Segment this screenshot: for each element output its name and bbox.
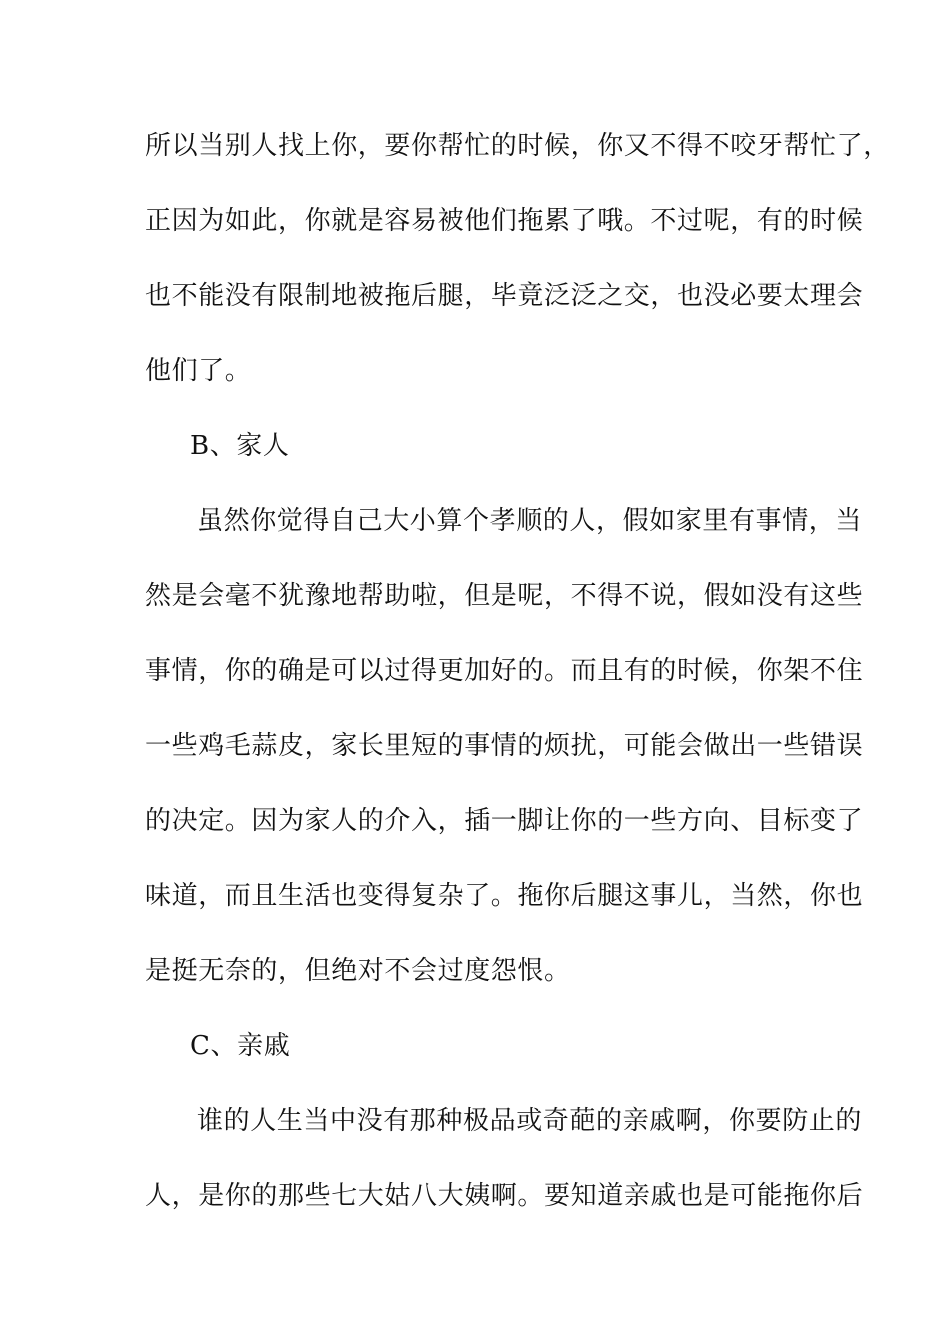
text-line: 也不能没有限制地被拖后腿，毕竟泛泛之交，也没必要太理会: [145, 281, 864, 311]
text-line: 味道，而且生活也变得复杂了。拖你后腿这事儿，当然，你也: [145, 881, 864, 911]
text-line: 所以当别人找上你，要你帮忙的时候，你又不得不咬牙帮忙了，: [145, 131, 890, 161]
section-heading-c: C、亲戚: [190, 1031, 291, 1061]
text-line: 谁的人生当中没有那种极品或奇葩的亲戚啊，你要防止的: [197, 1106, 863, 1136]
text-line: 然是会毫不犹豫地帮助啦，但是呢，不得不说，假如没有这些: [145, 581, 864, 611]
text-line: 虽然你觉得自己大小算个孝顺的人，假如家里有事情，当: [197, 506, 863, 536]
text-line: 一些鸡毛蒜皮，家长里短的事情的烦扰，可能会做出一些错误: [145, 731, 864, 761]
text-line: 是挺无奈的，但绝对不会过度怨恨。: [145, 956, 571, 986]
text-line: 他们了。: [145, 356, 252, 386]
text-line: 人，是你的那些七大姑八大姨啊。要知道亲戚也是可能拖你后: [145, 1181, 864, 1211]
section-heading-b: B、家人: [190, 431, 290, 461]
text-line: 事情，你的确是可以过得更加好的。而且有的时候，你架不住: [145, 656, 864, 686]
body-text: [145, 124, 890, 1249]
text-line: 正因为如此，你就是容易被他们拖累了哦。不过呢，有的时候: [145, 206, 864, 236]
text-line: 的决定。因为家人的介入，插一脚让你的一些方向、目标变了: [145, 806, 864, 836]
